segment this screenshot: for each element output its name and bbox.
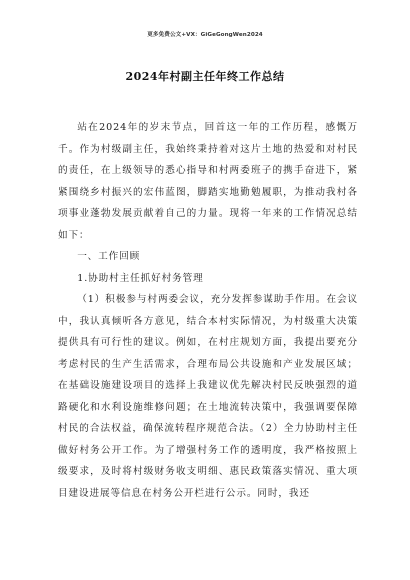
document-title: 2024年村副主任年终工作总结 — [125, 70, 285, 83]
header-note: 更多免费公文+VX：GiGeGongWen2024 — [147, 32, 263, 38]
intro-paragraph: 站在2024年的岁末节点，回首这一年的工作历程，感慨万千。作为村级副主任，我始终秉持着对这片土地的热爱和对村民的责任，在上级领导的悉心指导和村两委班子的携手奋进下，紧紧围绕乡村振兴的宏伟蓝图，脚踏实地勤勉履职，为推动我村各项事业蓬勃发展贡献着自己的力量。现将一年来的工作情况总结如下： — [58, 122, 358, 241]
body-paragraph: （1）积极参与村两委会议，充分发挥参谋助手作用。在会议中，我认真倾听各方意见，结合本村实际情况，为村级重大决策提供具有可行性的建议。例如，在村庄规划方面，我提出要充分考虑村民的生产生活需求，合理布局公共设施和产业发展区域；在基础设施建设项目的选择上我建议优先解决村民反映强烈的道路硬化和水利设施维修问题；在土地流转决策中，我强调要保障村民的合法权益，确保流转程序规范合法。（2）全力协助村主任做好村务公开工作。为了增强村务工作的透明度，我严格按照上级要求，及时将村级财务收支明细、惠民政策落实情况、重大项目建设进展等信息在村务公开栏进行公示。同时，我还 — [58, 294, 358, 499]
subsection-heading: 1.协助村主任抓好村务管理 — [77, 272, 204, 284]
document-body — [58, 117, 358, 504]
section-heading: 一、工作回顾 — [77, 251, 141, 262]
